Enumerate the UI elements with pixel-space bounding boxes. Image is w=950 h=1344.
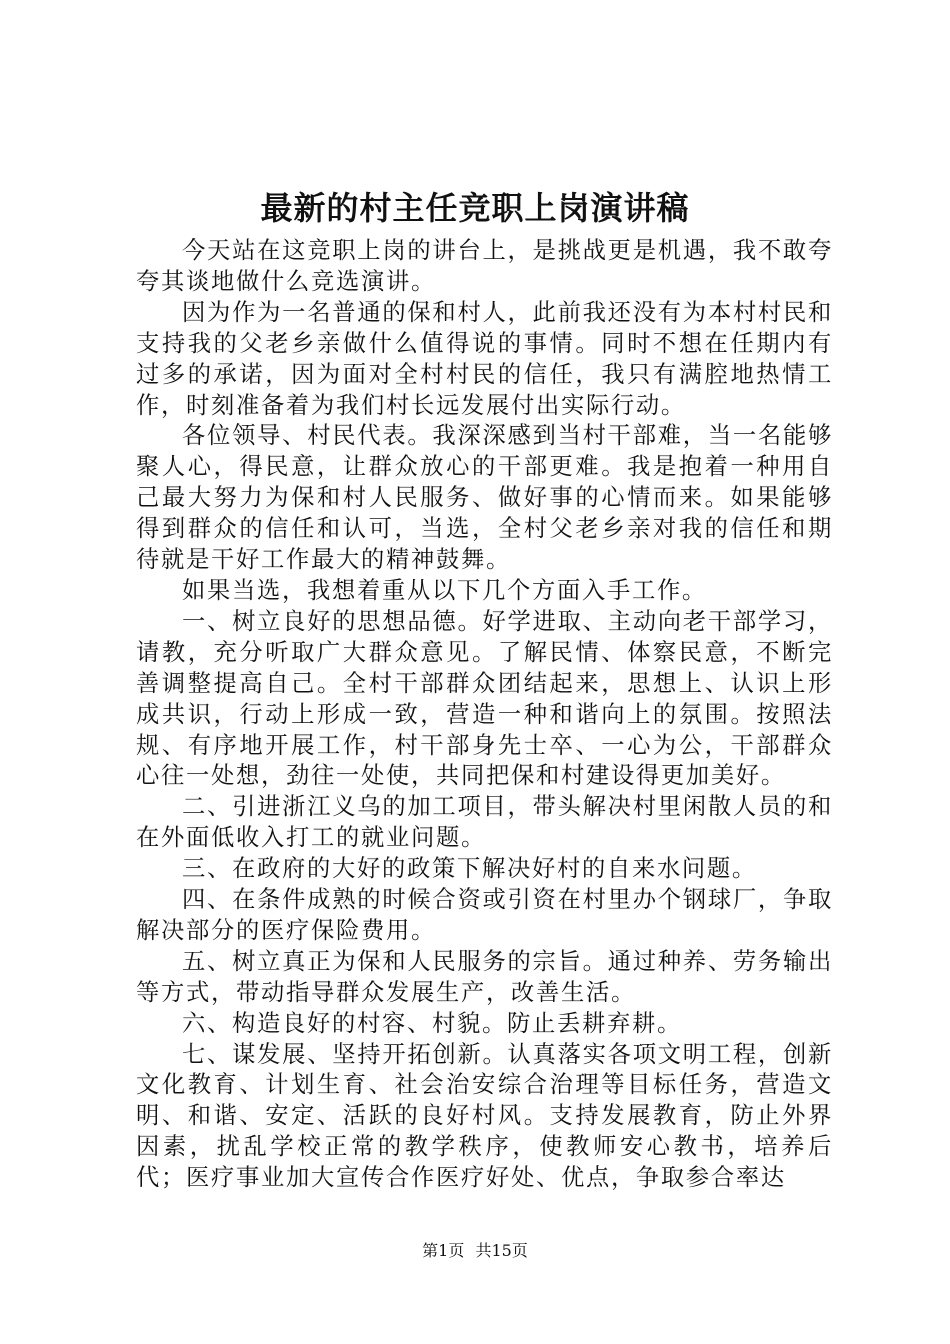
paragraph: 七、谋发展、坚持开拓创新。认真落实各项文明工程，创新文化教育、计划生育、社会治安综合治理等目标任务，营造文明、和谐、安定、活跃的良好村风。支持发展教育，防止外界因素，扰乱学校正常的教学秩序，使教师安心教书，培养后代；医疗事业加大宣传合作医疗好处、优点，争取参合率达 <box>136 1040 833 1192</box>
page-total: 共15页 <box>475 1241 528 1260</box>
paragraph: 一、树立良好的思想品德。好学进取、主动向老干部学习，请教，充分听取广大群众意见。了解民情、体察民意，不断完善调整提高自己。全村干部群众团结起来，思想上、认识上形成共识，行动上形成一致，营造一种和谐向上的氛围。按照法规、有序地开展工作，村干部身先士卒、一心为公，干部群众心往一处想，劲往一处使，共同把保和村建设得更加美好。 <box>136 607 833 790</box>
paragraph: 各位领导、村民代表。我深深感到当村干部难，当一名能够聚人心，得民意，让群众放心的干部更难。我是抱着一种用自己最大努力为保和村人民服务、做好事的心情而来。如果能够得到群众的信任和认可，当选，全村父老乡亲对我的信任和期待就是干好工作最大的精神鼓舞。 <box>136 422 833 574</box>
page-footer <box>0 1240 950 1262</box>
paragraph: 二、引进浙江义乌的加工项目，带头解决村里闲散人员的和在外面低收入打工的就业问题。 <box>136 793 833 852</box>
paragraph: 六、构造良好的村容、村貌。防止丢耕弃耕。 <box>182 1009 682 1037</box>
document-title: 最新的村主任竞职上岗演讲稿 <box>260 189 690 227</box>
document-body <box>136 236 833 1194</box>
paragraph: 四、在条件成熟的时候合资或引资在村里办个钢球厂，争取解决部分的医疗保险费用。 <box>136 886 833 944</box>
page-number: 第1页 <box>422 1241 465 1260</box>
paragraph: 今天站在这竞职上岗的讲台上，是挑战更是机遇，我不敢夸夸其谈地做什么竞选演讲。 <box>136 237 833 295</box>
paragraph: 因为作为一名普通的保和村人，此前我还没有为本村村民和支持我的父老乡亲做什么值得说的事情。同时不想在任期内有过多的承诺，因为面对全村村民的信任，我只有满腔地热情工作，时刻准备着为我们村长远发展付出实际行动。 <box>136 298 833 419</box>
paragraph: 五、树立真正为保和人民服务的宗旨。通过种养、劳务输出等方式，带动指导群众发展生产，改善生活。 <box>136 947 833 1006</box>
paragraph: 如果当选，我想着重从以下几个方面入手工作。 <box>182 576 707 604</box>
paragraph: 三、在政府的大好的政策下解决好村的自来水问题。 <box>182 855 757 883</box>
